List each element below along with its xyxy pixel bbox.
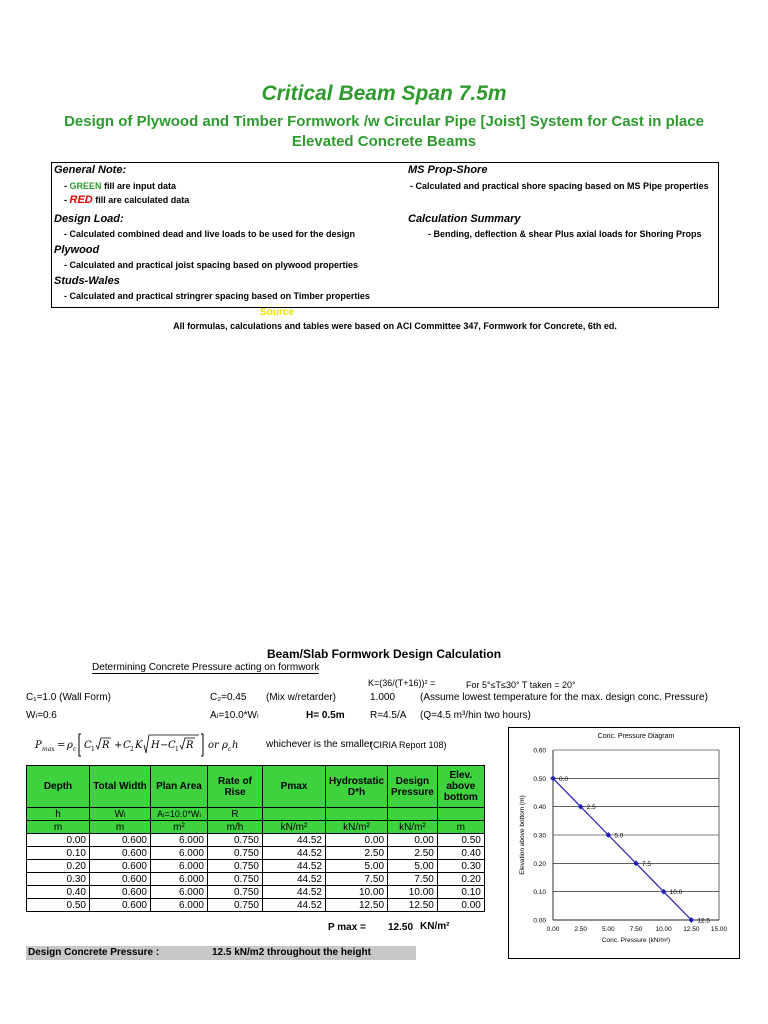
al-value: Aₗ=10.0*Wₗ [210,710,259,721]
chart-data-label: 2.5 [586,804,596,812]
subtitle-line-1: Design of Plywood and Timber Formwork /w Circular Pipe [Joist] System for Cast in place [64,113,704,130]
plywood-title: Plywood [54,244,100,256]
page-title: Critical Beam Span 7.5m [261,82,507,105]
svg-text:R: R [102,740,110,751]
q-note: (Q=4.5 m³/hin two hours) [420,710,531,721]
pressure-chart-svg [509,728,739,958]
chart-x-tick-label: 15.00 [710,926,728,933]
chart-y-tick-label: 0.20 [533,860,546,868]
col-pmax: Pmax [263,766,326,808]
chart-series-line [553,775,691,920]
temperature-range: For 5°≤T≤30° T taken = 20° [466,680,576,690]
k-formula: K=(36/(T+16))² = [368,678,436,688]
chart-y-axis-label: Elevation above bottom (m) [519,795,526,875]
plywood-text: - Calculated and practical joist spacing based on plywood properties [64,260,359,270]
green-word: GREEN [69,181,102,191]
svg-text:c: c [228,746,232,753]
summary-title: Calculation Summary [408,213,521,225]
svg-text:−: − [160,740,169,751]
chart-x-tick-label: 10.00 [655,926,672,933]
studs-text: - Calculated and practical stringrer spacing based on Timber properties [64,291,370,301]
chart-data-label: 7.5 [642,860,652,868]
svg-text:K: K [135,740,143,751]
pmax-value: 12.50 [388,922,414,933]
prop-shore-text: - Calculated and practical shore spacing based on MS Pipe properties [410,181,709,191]
col-hydrostatic: Hydrostatic D*h [326,766,388,808]
h-value: H= 0.5m [306,710,345,721]
page-subtitle [60,112,708,152]
r-value: R=4.5/A [370,710,407,721]
general-note-title: General Note: [54,164,127,176]
calc-heading: Beam/Slab Formwork Design Calculation [266,647,502,661]
svg-text:1: 1 [91,746,95,753]
k-note: (Assume lowest temperature for the max. design conc. Pressure) [420,692,708,703]
general-notes-box [51,162,719,308]
wl-value: Wₗ=0.6 [26,710,57,721]
svg-text:1: 1 [175,746,179,753]
red-note: - RED fill are calculated data [64,194,190,206]
col-plan-area: Plan Area [151,766,208,808]
svg-text:R: R [186,740,194,751]
design-pressure-label: Design Concrete Pressure : [28,947,160,958]
pressure-table [26,765,485,912]
svg-text:+: + [114,740,123,751]
chart-data-label: 12.5 [697,917,710,925]
design-load-text: - Calculated combined dead and live loads to be used for the design [64,229,356,239]
table-row: 0.00 0.600 6.000 0.750 44.52 0.00 0.00 0.50 [27,834,485,847]
chart-title: Conc. Pressure Diagram [597,733,675,740]
svg-text:P: P [35,740,42,751]
svg-text:2: 2 [130,746,134,753]
pmax-formula [33,731,263,764]
studs-title: Studs-Wales [54,275,120,287]
pressure-chart [508,727,740,959]
design-pressure-bar [26,946,416,960]
chart-x-tick-label: 12.50 [683,926,700,933]
table-row: 0.20 0.600 6.000 0.750 44.52 5.00 5.00 0.30 [27,860,485,873]
design-load-title: Design Load: [54,213,124,225]
chart-y-tick-label: 0.50 [533,775,546,783]
chart-y-tick-label: 0.40 [533,804,546,812]
svg-text:C: C [123,740,131,751]
unit-row: m m m² m/h kN/m² kN/m² kN/m² m [27,821,485,834]
svg-text:H: H [151,740,160,751]
table-row: 0.30 0.600 6.000 0.750 44.52 7.50 7.50 0.20 [27,873,485,886]
svg-text:ρ: ρ [67,740,73,751]
svg-text:ρ: ρ [222,740,228,751]
table-row: 0.40 0.600 6.000 0.750 44.52 10.00 10.00 0.10 [27,886,485,899]
symbol-row: h Wₗ Aₗ=10.0*Wₗ R [27,808,485,821]
source-text: All formulas, calculations and tables were based on ACI Committee 347, Formwork for Concrete, 6th ed. [173,321,617,331]
table-row: 0.10 0.600 6.000 0.750 44.52 2.50 2.50 0.40 [27,847,485,860]
chart-x-tick-label: 0.00 [546,926,560,933]
chart-y-tick-label: 0.10 [533,889,546,897]
svg-text:or: or [208,740,219,751]
design-pressure-value: 12.5 kN/m2 throughout the height [212,947,371,958]
chart-x-tick-label: 2.50 [574,926,587,933]
chart-data-label: 0.0 [559,775,569,783]
svg-text:c: c [73,746,77,753]
svg-text:h: h [232,740,239,751]
chart-x-tick-label: 5.00 [602,926,615,933]
col-total-width: Total Width [90,766,151,808]
svg-text:max: max [42,746,55,753]
chart-x-tick-label: 7.50 [629,926,643,933]
svg-text:=: = [57,740,66,751]
calc-subheading: Determining Concrete Pressure acting on formwork [92,662,320,673]
col-design-pressure: Design Pressure [388,766,438,808]
c2-value: C₂=0.45 [210,692,247,703]
k-value: 1.000 [370,692,396,703]
subtitle-line-2: Elevated Concrete Beams [291,133,477,150]
source-label: Source [260,307,294,318]
svg-text:C: C [84,740,92,751]
chart-data-label: 5.0 [614,832,624,840]
col-rate-of-rise: Rate of Rise [208,766,263,808]
chart-x-axis-label: Conc. Pressure (kN/m²) [601,937,671,944]
red-word: RED [69,194,93,206]
svg-text:C: C [168,740,176,751]
pmax-unit: KN/m² [420,921,450,932]
c1-value: C₁=1.0 (Wall Form) [26,692,111,703]
c2-note: (Mix w/retarder) [266,692,337,703]
chart-y-tick-label: 0.30 [533,832,546,840]
col-depth: Depth [27,766,90,808]
table-row: 0.50 0.600 6.000 0.750 44.52 12.50 12.50 0.00 [27,899,485,912]
summary-text: - Bending, deflection & shear Plus axial loads for Shoring Props [428,229,702,239]
prop-shore-title: MS Prop-Shore [408,164,488,176]
formula-note: whichever is the smaller [266,739,373,750]
pmax-label: P max = [328,922,366,933]
ciria-reference: (CIRIA Report 108) [370,740,447,750]
col-elevation: Elev. above bottom [437,766,484,808]
chart-data-label: 10.0 [669,889,683,897]
green-note: - GREEN fill are input data [64,181,177,191]
pmax-formula-graphic [33,731,263,759]
chart-y-tick-label: 0.00 [533,917,546,925]
chart-y-tick-label: 0.60 [533,747,546,755]
